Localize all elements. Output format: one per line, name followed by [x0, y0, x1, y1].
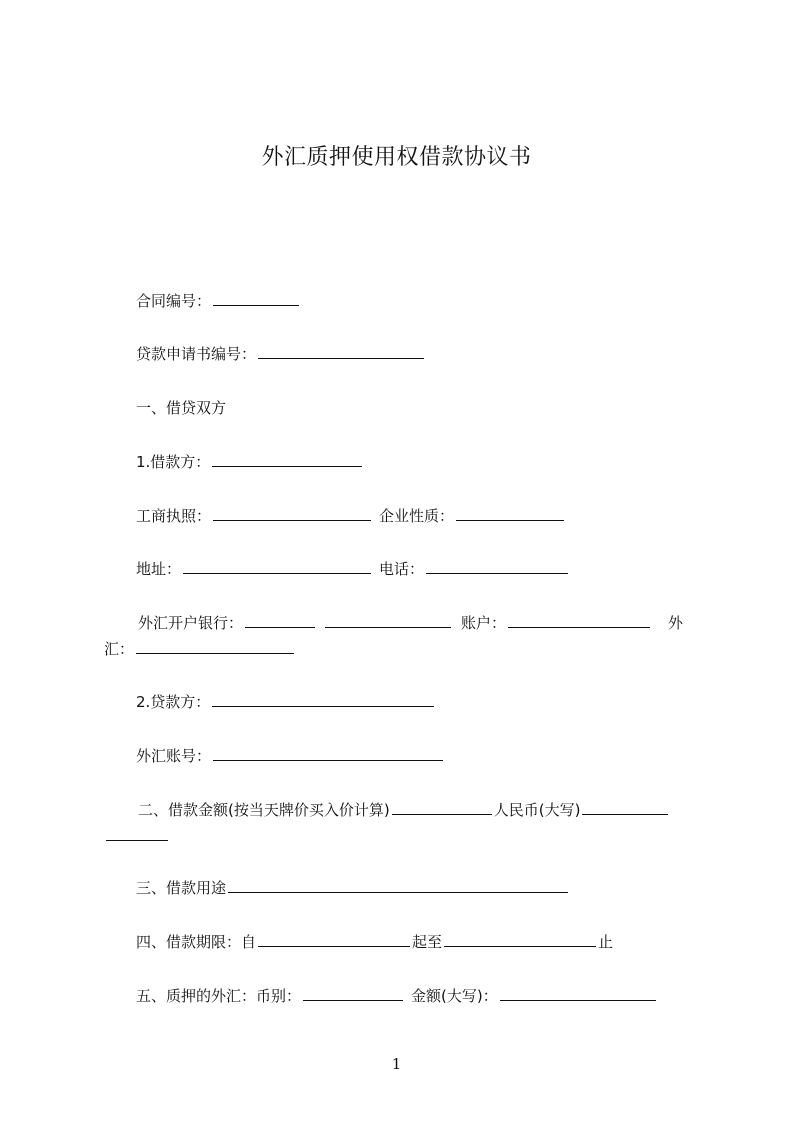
application-number-blank[interactable]	[258, 344, 424, 359]
address-line	[136, 558, 570, 580]
section-5-line	[136, 985, 658, 1007]
address-blank[interactable]	[183, 559, 371, 574]
contract-number-label: 合同编号：	[136, 292, 212, 310]
page-number: 1	[391, 1055, 402, 1073]
borrower-blank[interactable]	[212, 452, 362, 467]
rmb-blank[interactable]	[582, 800, 668, 815]
borrower-label: 1.借款方：	[136, 453, 211, 471]
amount-label: 金额(大写)：	[411, 987, 498, 1005]
section-3-line	[136, 877, 570, 899]
application-number-line	[136, 343, 426, 365]
loan-amount-blank[interactable]	[392, 800, 492, 815]
fx-bank-blank-1[interactable]	[245, 613, 315, 628]
lender-blank[interactable]	[212, 692, 434, 707]
phone-label: 电话：	[379, 560, 425, 578]
section-3-label: 三、借款用途	[136, 879, 227, 897]
lender-line	[136, 691, 436, 713]
fx-label-part2: 汇：	[104, 640, 135, 658]
fx-bank-line	[138, 612, 683, 634]
business-license-blank[interactable]	[213, 506, 371, 521]
loan-end-blank[interactable]	[444, 932, 596, 947]
section-2-line-wrap	[104, 825, 170, 847]
section-4-label: 四、借款期限：自	[136, 933, 257, 951]
section-5-label: 五、质押的外汇：币别：	[136, 987, 302, 1005]
section-2-label: 二、借款金额(按当天牌价买入价计算)	[138, 801, 390, 819]
address-label: 地址：	[136, 560, 182, 578]
borrower-line	[136, 451, 364, 473]
enterprise-nature-blank[interactable]	[456, 506, 564, 521]
from-to-label: 起至	[412, 933, 443, 951]
section-2-line	[138, 799, 670, 821]
account-label: 账户：	[461, 614, 507, 632]
loan-purpose-blank[interactable]	[228, 878, 568, 893]
fx-account-blank[interactable]	[213, 746, 443, 761]
pledge-amount-blank[interactable]	[500, 986, 656, 1001]
fx-account-label: 外汇账号：	[136, 747, 212, 765]
fx-bank-blank-2[interactable]	[325, 613, 451, 628]
section-4-line	[136, 931, 613, 953]
stop-label: 止	[598, 933, 614, 951]
contract-number-line	[136, 290, 301, 312]
account-blank[interactable]	[508, 613, 650, 628]
fx-bank-line-wrap	[104, 638, 296, 660]
contract-number-blank[interactable]	[213, 291, 299, 306]
license-line	[136, 505, 566, 527]
section-1-label: 一、借贷双方	[136, 399, 227, 417]
application-number-label: 贷款申请书编号：	[136, 345, 257, 363]
fx-label-part1: 外	[668, 614, 684, 632]
fx-account-line	[136, 745, 445, 767]
loan-start-blank[interactable]	[258, 932, 410, 947]
lender-label: 2.贷款方：	[136, 693, 211, 711]
section-1-heading	[136, 397, 226, 419]
document-title: 外汇质押使用权借款协议书	[261, 145, 532, 170]
rmb-label: 人民币(大写)	[493, 801, 581, 819]
currency-blank[interactable]	[303, 986, 403, 1001]
fx-blank[interactable]	[136, 639, 294, 654]
phone-blank[interactable]	[426, 559, 568, 574]
fx-bank-label: 外汇开户银行：	[138, 614, 244, 632]
rmb-blank-continued[interactable]	[106, 826, 168, 841]
business-license-label: 工商执照：	[136, 507, 212, 525]
enterprise-nature-label: 企业性质：	[379, 507, 455, 525]
